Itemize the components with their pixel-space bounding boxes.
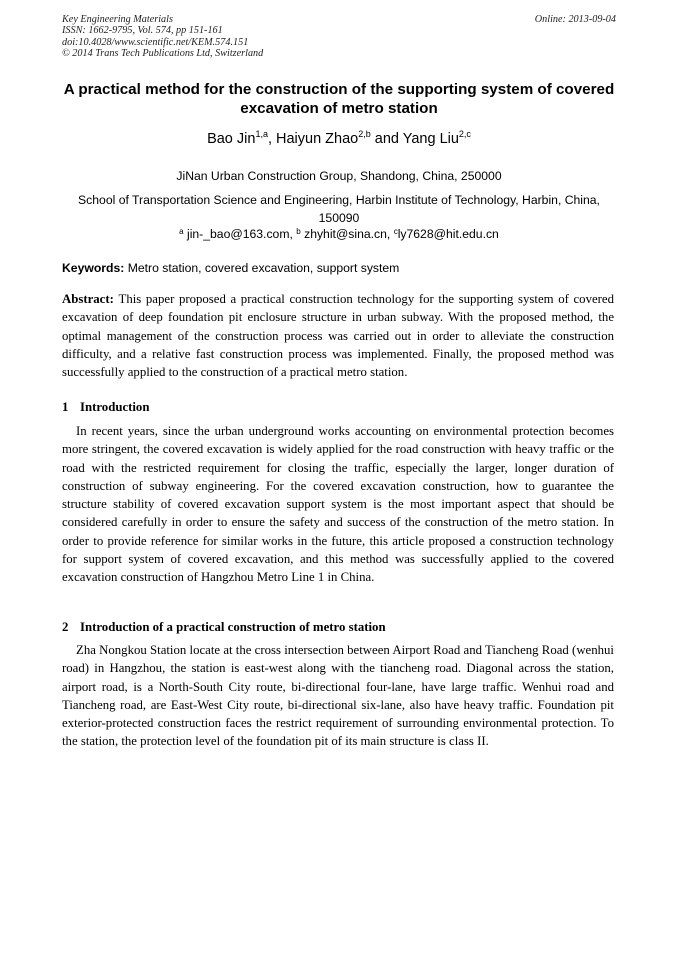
section-number: 2: [62, 620, 69, 634]
author-name: Yang Liu: [402, 131, 459, 147]
author-separator: ,: [267, 131, 277, 147]
author-superscript: 1,a: [255, 129, 268, 139]
journal-issn: ISSN: 1662-9795, Vol. 574, pp 151-161: [62, 25, 223, 37]
abstract: [62, 290, 614, 381]
abstract-text: This paper proposed a practical construction technology for the supporting system of covered excavation of deep foundation pit enclosure structure in urban subway. With the proposed method, the optimal management of the construction process was carried out in order to alleviate the construction difficulty, and a relative fast construction process was implemented. Finally, the proposed method was successfully applied to the construction of a practical metro station.: [62, 292, 615, 380]
abstract-label: Abstract:: [62, 292, 114, 306]
email-superscript: a: [179, 227, 184, 236]
author-name: Bao Jin: [207, 131, 256, 147]
online-date: Online: 2013-09-04: [534, 14, 616, 25]
keywords: [62, 261, 399, 275]
email-address[interactable]: jin-_bao@163.com: [186, 227, 290, 241]
affiliation-1: JiNan Urban Construction Group, Shandong, China, 250000: [176, 169, 502, 183]
journal-copyright: © 2014 Trans Tech Publications Ltd, Switzerland: [62, 48, 264, 60]
section-heading-1: [62, 400, 149, 415]
email-superscript: c: [393, 227, 398, 236]
journal-name: Key Engineering Materials: [62, 14, 173, 25]
section-number: 1: [62, 400, 69, 414]
journal-header: [62, 14, 263, 60]
paper-title: A practical method for the construction of the supporting system of covered excavation of metro station: [63, 81, 615, 117]
journal-doi: doi:10.4028/www.scientific.net/KEM.574.151: [62, 36, 249, 48]
author-conjunction: and: [370, 131, 403, 147]
author-list: [62, 131, 616, 147]
section-title: Introduction: [80, 400, 150, 414]
section-heading-2: [62, 620, 386, 635]
email-superscript: b: [296, 227, 301, 236]
author-name: Haiyun Zhao: [276, 131, 359, 147]
email-list: $^a$ jin-_bao@163.com, $^b$ zhyhit@sina.cn, $^c$ly7628@hit.edu.cn: [179, 227, 499, 241]
author-superscript: 2,c: [458, 129, 471, 139]
section-1-paragraph: In recent years, since the urban underground works accounting on environmental protection becomes more stringent, the covered excavation is widely applied for the road construction with heavy traffic or the road with the restricted requirement for closing the traffic, especially the larger, longer duration of construction of subway engineering. For the covered excavation construction, how to guarantee the structure stability of covered excavation support system is the most important aspect that should be considered carefully in order to ensure the safety and success of the construction of the metro station. In order to provide reference for similar works in the future, this article proposed a construction technology for support system of covered excavation, and this method was successfully applied to the covered excavation construction of Hangzhou Metro Line 1 in China.: [62, 424, 614, 585]
section-title: Introduction of a practical construction of metro station: [80, 620, 386, 634]
email-address[interactable]: zhyhit@sina.cn: [304, 227, 387, 241]
keywords-text: Metro station, covered excavation, support system: [127, 261, 400, 275]
keywords-label: Keywords:: [62, 261, 125, 275]
author-superscript: 2,b: [358, 129, 371, 139]
affiliation-2: School of Transportation Science and Engineering, Harbin Institute of Technology, Harbin, China, 150090: [78, 193, 600, 225]
email-address[interactable]: ly7628@hit.edu.cn: [397, 227, 499, 241]
section-2-paragraph: Zha Nongkou Station locate at the cross intersection between Airport Road and Tiancheng Road (wenhui road) in Hangzhou, the station is east-west along with the tiancheng road. Diagonal across the station, airport road, is a North-South City route, bi-directional four-lane, have large traffic. Wenhui road and Tiancheng road, are East-West City route, bi-directional six-lane, also have heavy traffic. Foundation pit exterior-protected construction faces the restrict requirement of surrounding environmental protection. To the station, the protection level of the foundation pit of its main structure is class II.: [62, 643, 614, 749]
